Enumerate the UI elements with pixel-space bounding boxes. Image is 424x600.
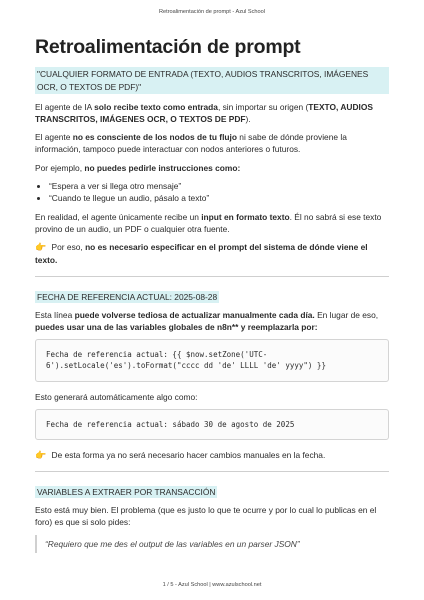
paragraph-text-input: El agente de IA solo recibe texto como entrada, sin importar su origen (TEXTO, AUDIOS TRANSCRITOS, IMÁGENES OCR, O TEXTOS DE PDF). [35,101,373,124]
list-item: • “Espera a ver si llega otro mensaje” [49,180,389,193]
paragraph-date-variable: Esta línea puede volverse tediosa de actualizar manualmente cada día. En lugar de eso, puedes usar una de las variables globales de n8n** y reemplazarla por: [35,309,379,332]
input-format-callout: "CUALQUIER FORMATO DE ENTRADA (TEXTO, AUDIOS TRANSCRITOS, IMÁGENES OCR, O TEXTOS DE PDF)" [35,67,389,93]
page-title: Retroalimentación de prompt [35,36,301,58]
paragraph-agent-awareness: El agente no es consciente de los nodos de tu flujo ni sabe de dónde proviene la información, tampoco puede interactuar con nodos anteriores o futuros. [35,132,347,155]
pointing-hand-icon: 👉 [35,450,47,461]
paragraph-example: Por ejemplo, no puedes pedirle instrucciones como: [35,162,241,173]
divider [35,276,389,277]
paragraph-conclusion: 👉 Por eso, no es necesario especificar en el prompt del sistema de dónde viene el texto. [35,242,368,266]
section-label-date: FECHA DE REFERENCIA ACTUAL: 2025-08-28 [37,291,218,302]
divider [35,471,389,472]
pointing-hand-icon: 👉 [35,242,47,253]
example-list [35,180,389,205]
code-block-date-expression[interactable]: Fecha de referencia actual: {{ $now.setZone('UTC-6').setLocale('es').toFormat("cccc dd 'de' LLLL 'de' yyyy") }} [35,339,389,382]
paragraph-text-only: En realidad, el agente únicamente recibe un input en formato texto. Él no sabrá si ese texto provino de un audio, un PDF o cualquier otra fuente. [35,211,382,235]
paragraph-generated: Esto generará automáticamente algo como: [35,391,198,402]
code-block-date-output[interactable]: Fecha de referencia actual: sábado 30 de agosto de 2025 [35,409,389,440]
quote-block: “Requiero que me des el output de las variables en un parser JSON” [35,535,389,553]
page-footer: 1 / 5 - Azul School | www.azulschool.net [162,582,262,588]
paragraph-date-note: 👉 De esta forma ya no será necesario hacer cambios manuales en la fecha. [35,449,389,462]
section-label-variables: VARIABLES A EXTRAER POR TRANSACCIÓN [37,487,216,498]
list-item: • “Cuando te llegue un audio, pásalo a texto” [49,192,389,205]
paragraph-variables: Esto está muy bien. El problema (que es justo lo que te ocurre y por lo cual lo publicas en el foro) es que si solo pides: [35,505,377,528]
document-body [35,36,389,553]
page-header: Retroalimentación de prompt - Azul School [158,9,266,15]
